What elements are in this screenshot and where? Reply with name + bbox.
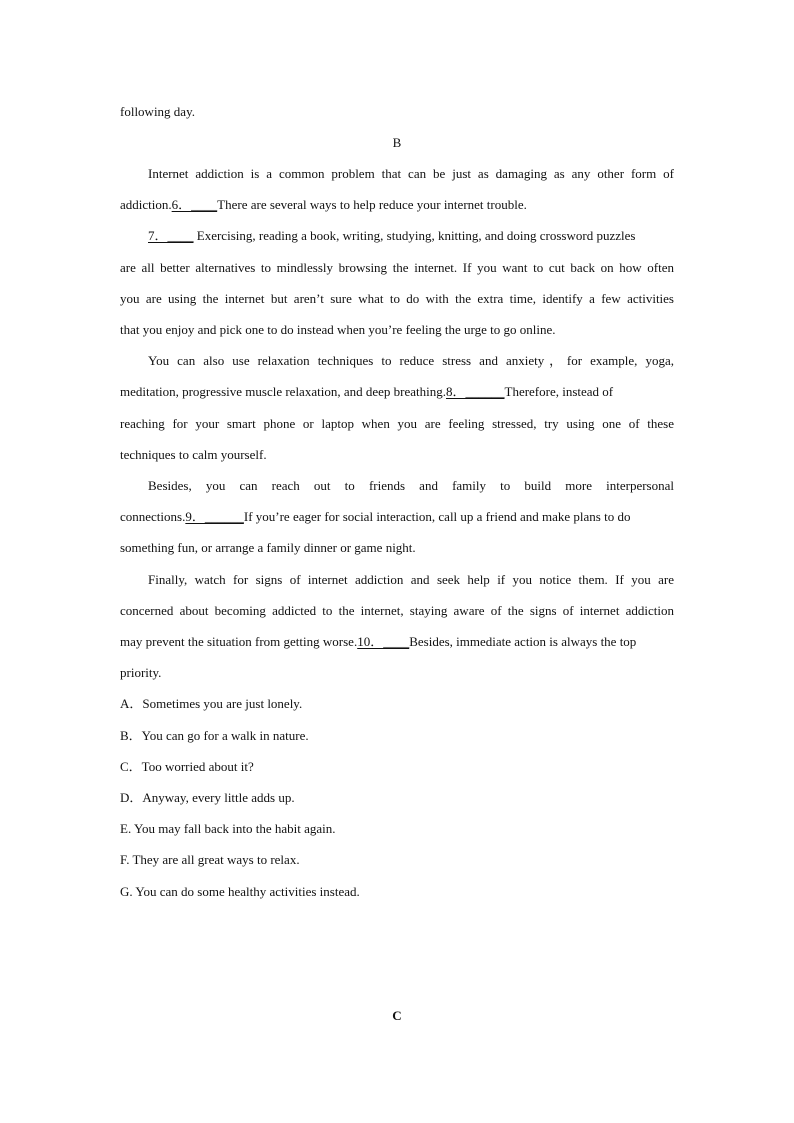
paragraph-4-text-after-blank: If you’re eager for social interaction, call up a friend and make plans to do: [243, 509, 631, 524]
paragraph-3-line-1: You can also use relaxation techniques to reduce stress and anxiety，for example, yoga,: [148, 353, 674, 368]
paragraph-4-line-2: [120, 508, 674, 526]
paragraph-2-line-3: you are using the internet but aren’t sure what to do with the extra time, identify a few activities: [120, 291, 674, 306]
paragraph-3-text-before-blank: meditation, progressive muscle relaxation, and deep breathing.: [120, 384, 446, 399]
paragraph-5-line-4: priority.: [120, 665, 162, 680]
paragraph-1-line-2: [120, 196, 674, 214]
paragraph-3-line-2: [120, 383, 674, 401]
paragraph-4-text-before-blank: connections.: [120, 509, 186, 524]
paragraph-2-text-after-blank: Exercising, reading a book, writing, studying, knitting, and doing crossword puzzles: [193, 228, 636, 243]
option-d: D．Anyway, every little adds up.: [120, 790, 295, 805]
paragraph-2-line-4: that you enjoy and pick one to do instead when you’re feeling the urge to go online.: [120, 322, 556, 337]
paragraph-5-line-1: Finally, watch for signs of internet addiction and seek help if you notice them. If you are: [148, 572, 674, 587]
paragraph-5-line-2: concerned about becoming addicted to the internet, staying aware of the signs of internet addiction: [120, 603, 674, 618]
intro-tail-text: following day.: [120, 104, 195, 119]
option-c: C．Too worried about it?: [120, 759, 254, 774]
option-g: G. You can do some healthy activities instead.: [120, 884, 360, 899]
paragraph-4-line-1: Besides, you can reach out to friends and family to build more interpersonal: [148, 478, 674, 493]
section-b-heading: B: [392, 135, 402, 150]
paragraph-5-text-before-blank: may prevent the situation from getting worse.: [120, 634, 358, 649]
paragraph-4-line-3: something fun, or arrange a family dinner or game night.: [120, 540, 416, 555]
paragraph-2-line-2: are all better alternatives to mindlessly browsing the internet. If you want to cut back on how often: [120, 260, 674, 275]
option-b: B．You can go for a walk in nature.: [120, 728, 309, 743]
paragraph-1-text-before-blank: addiction.: [120, 197, 172, 212]
paragraph-1-text-after-blank: There are several ways to help reduce your internet trouble.: [217, 197, 527, 212]
option-e: E. You may fall back into the habit again.: [120, 821, 336, 836]
paragraph-1-line-1: Internet addiction is a common problem that can be just as damaging as any other form of: [148, 166, 674, 181]
option-f: F. They are all great ways to relax.: [120, 852, 300, 867]
option-a: A．Sometimes you are just lonely.: [120, 696, 303, 711]
paragraph-3-text-after-blank: Therefore, instead of: [504, 384, 614, 399]
section-c-heading: C: [392, 1008, 402, 1023]
blank-9: 9．______: [185, 509, 244, 524]
blank-7: 7．____: [148, 228, 194, 243]
paragraph-2-line-1: [148, 227, 674, 245]
blank-8: 8．______: [445, 384, 505, 399]
paragraph-5-line-3: [120, 633, 674, 651]
blank-6: 6．____: [171, 197, 218, 212]
paragraph-3-line-3: reaching for your smart phone or laptop when you are feeling stressed, try using one of these: [120, 416, 674, 431]
paragraph-5-text-after-blank: Besides, immediate action is always the top: [409, 634, 637, 649]
blank-10: 10．____: [357, 634, 410, 649]
paragraph-3-line-4: techniques to calm yourself.: [120, 447, 267, 462]
